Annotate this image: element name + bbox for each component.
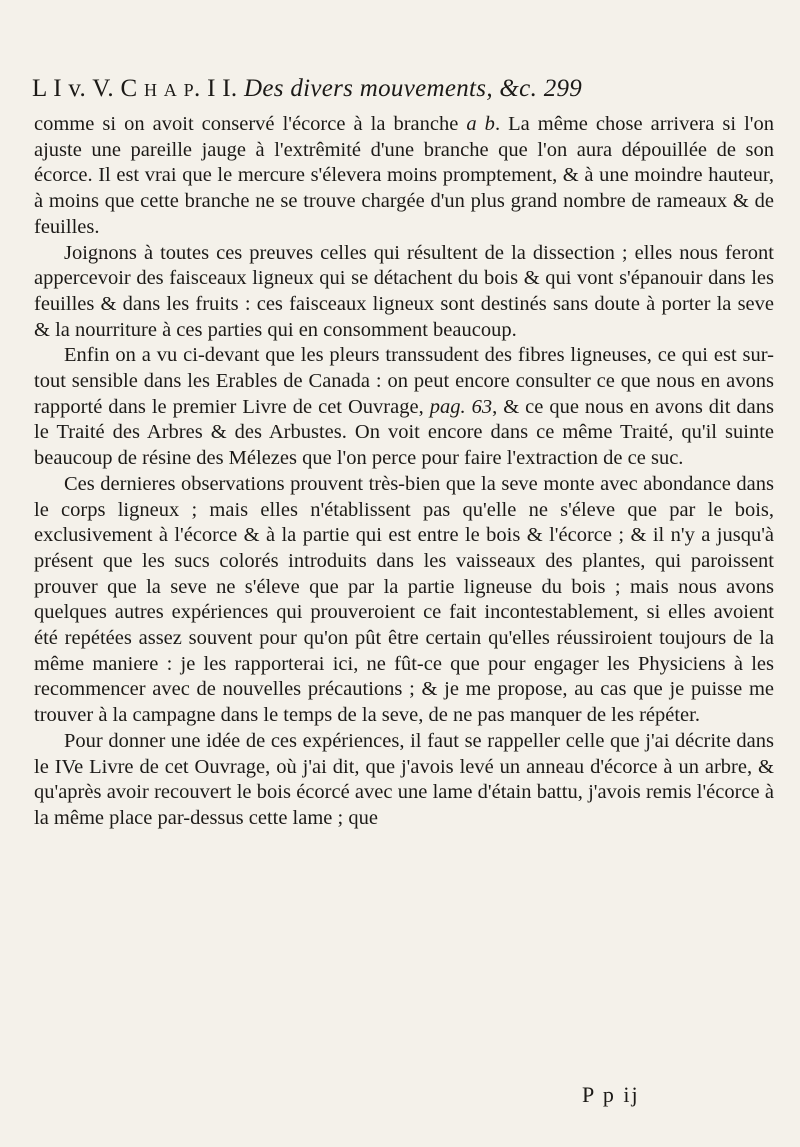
paragraph-text: comme si on avoit conservé l'écorce à la branche [34,113,467,135]
text-body [34,112,774,832]
paragraph [34,472,774,729]
paragraph-text: Ces dernieres observations prouvent très-bien que la seve monte avec abondance dans le corps ligneux ; mais elles n'établissent pas qu'elle ne s'éleve que par le bois, exclusivement à l'écorce & à la partie qui est entre le bois & l'écorce ; & il n'y a jusqu'à présent que les sucs colorés introduits dans les vaisseaux des plantes, qui paroissent prouver que la seve ne s'éleve que par la partie ligneuse du bois ; mais nous avons quelques autres expériences qui prouveroient ce fait incontestablement, si elles avoient été repétées assez souvent pour qu'on pût être certain qu'elles réussiroient toujours de la même maniere : je les rapporterai ici, ne fût-ce que pour engager les Physiciens à les recommencer avec de nouvelles précautions ; & je me propose, au cas que je puisse me trouver à la campagne dans le temps de la seve, de ne pas manquer de les répéter. [34,472,774,727]
paragraph-text: Enfin on a vu ci-devant que les pleurs transsudent des fibres ligneuses, ce qui est sur-tout sensible dans les Erables de Canada : on peut encore consulter ce que nous en avons rapporté dans le premier Livre de cet Ouvrage, [34,344,774,418]
paragraph [34,112,774,241]
running-head-title: Des divers mouvements, &c. [243,75,538,102]
signature-mark: P p ij [582,1082,640,1107]
page-number: 299 [543,75,583,102]
italic-text: pag. 63 [429,395,493,418]
paragraph-text: , & ce que nous en avons dit dans le Traité des Arbres & des Arbustes. On voit encore dans ce même Traité, qu'il suinte beaucoup de résine des Mélezes que l'on perce pour faire l'extraction de ce suc. [34,395,775,470]
running-head-book: L I v. V. [32,75,114,102]
paragraph [34,343,774,472]
paragraph-text: Joignons à toutes ces preuves celles qui résultent de la dissection ; elles nous feront appercevoir des faisceaux ligneux qui se détachent du bois & qui vont s'épanouir dans les feuilles & dans les fruits : ces faisceaux ligneux sont destinés sans doute à porter la seve & la nourriture à ces parties qui en consomment beaucoup. [34,241,774,341]
italic-text: a b [466,113,495,135]
paragraph [34,241,774,344]
paragraph-text: Pour donner une idée de ces expériences, il faut se rappeller celle que j'ai décrite dans le IVe Livre de cet Ouvrage, où j'ai dit, que j'avois levé un anneau d'écorce à un arbre, & qu'après avoir recouvert le bois écorcé avec une lame d'étain battu, j'avois remis l'écorce à la même place par-dessus cette lame ; que [34,729,774,829]
paragraph-text: . La même chose arrivera si l'on ajuste une pareille jauge à l'extrêmité d'une branche que l'on aura dépouillée de son écorce. Il est vrai que le mercure s'élevera moins promptement, & à une moindre hauteur, à moins que cette branche ne se trouve chargée d'un plus grand nombre de rameaux & de feuilles. [34,113,775,238]
running-head [32,74,772,104]
paragraph [34,729,774,832]
running-head-chapter: C h a p. I I. [120,75,238,102]
